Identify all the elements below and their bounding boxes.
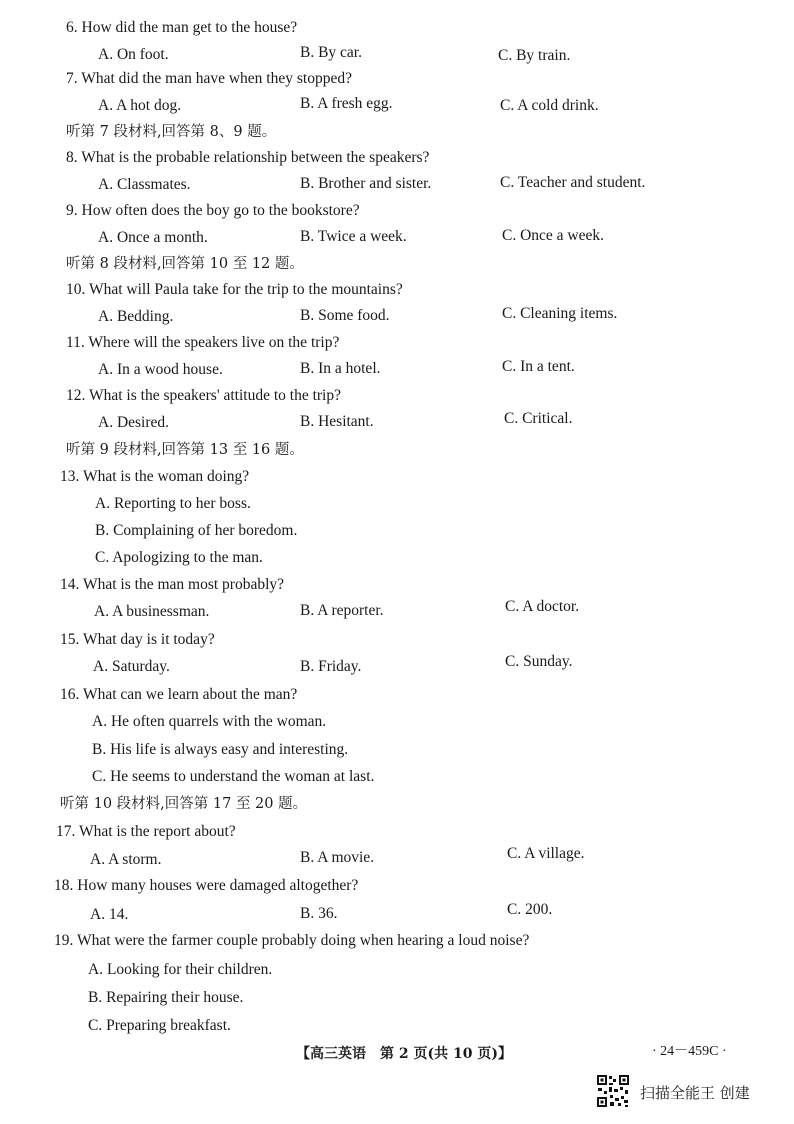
option-c: C. Preparing breakfast. bbox=[88, 1017, 231, 1034]
option-a: A. On foot. bbox=[98, 46, 169, 63]
option-a: A. He often quarrels with the woman. bbox=[92, 713, 327, 730]
option-b: B. A reporter. bbox=[300, 602, 384, 619]
option-b: B. A movie. bbox=[300, 849, 375, 866]
option-b: B. A fresh egg. bbox=[300, 95, 393, 112]
option-b: B. Twice a week. bbox=[300, 228, 407, 245]
option-c: C. A doctor. bbox=[505, 598, 580, 615]
option-b: B. Friday. bbox=[300, 658, 362, 675]
paper-code: · 24－459C · bbox=[652, 1044, 727, 1059]
option-a: A. Saturday. bbox=[93, 658, 170, 675]
option-b: B. Repairing their house. bbox=[88, 989, 244, 1006]
question-10: 10. What will Paula take for the trip to the mountains? bbox=[66, 281, 403, 298]
option-b: B. His life is always easy and interesting. bbox=[92, 741, 349, 758]
qr-code-icon bbox=[596, 1074, 630, 1108]
option-c: C. 200. bbox=[507, 901, 553, 918]
option-c: C. He seems to understand the woman at last. bbox=[92, 768, 375, 785]
option-a: A. 14. bbox=[90, 906, 129, 923]
question-12: 12. What is the speakers' attitude to the trip? bbox=[66, 387, 341, 404]
option-c: C. Sunday. bbox=[505, 653, 573, 670]
option-b: B. By car. bbox=[300, 44, 362, 61]
option-a: A. In a wood house. bbox=[98, 361, 223, 378]
scanner-watermark: 扫描全能王 创建 bbox=[640, 1084, 750, 1102]
section-instruction: 听第 7 段材料,回答第 8、9 题。 bbox=[66, 124, 277, 140]
option-c: C. Apologizing to the man. bbox=[95, 549, 263, 566]
question-15: 15. What day is it today? bbox=[60, 631, 215, 648]
page-footer: 【高三英语 第 2 页(共 10 页)】 bbox=[296, 1046, 512, 1062]
option-c: C. In a tent. bbox=[502, 358, 575, 375]
option-a: A. Reporting to her boss. bbox=[95, 495, 251, 512]
option-a: A. Desired. bbox=[98, 414, 170, 431]
question-6: 6. How did the man get to the house? bbox=[66, 19, 298, 36]
option-c: C. A cold drink. bbox=[500, 97, 599, 114]
option-b: B. 36. bbox=[300, 905, 338, 922]
option-b: B. In a hotel. bbox=[300, 360, 381, 377]
option-a: A. A hot dog. bbox=[98, 97, 182, 114]
option-b: B. Brother and sister. bbox=[300, 175, 432, 192]
question-7: 7. What did the man have when they stopped? bbox=[66, 70, 352, 87]
option-c: C. By train. bbox=[498, 47, 571, 64]
option-a: A. Once a month. bbox=[98, 229, 208, 246]
option-a: A. A businessman. bbox=[94, 603, 210, 620]
option-a: A. Bedding. bbox=[98, 308, 174, 325]
question-8: 8. What is the probable relationship between the speakers? bbox=[66, 149, 430, 166]
question-9: 9. How often does the boy go to the bookstore? bbox=[66, 202, 360, 219]
question-17: 17. What is the report about? bbox=[56, 823, 236, 840]
section-instruction: 听第 9 段材料,回答第 13 至 16 题。 bbox=[66, 442, 304, 458]
question-18: 18. How many houses were damaged altogether? bbox=[54, 877, 359, 894]
section-instruction: 听第 10 段材料,回答第 17 至 20 题。 bbox=[60, 796, 308, 812]
option-c: C. Cleaning items. bbox=[502, 305, 618, 322]
question-16: 16. What can we learn about the man? bbox=[60, 686, 298, 703]
question-19: 19. What were the farmer couple probably doing when hearing a loud noise? bbox=[54, 932, 530, 949]
option-a: A. A storm. bbox=[90, 851, 162, 868]
question-11: 11. Where will the speakers live on the trip? bbox=[66, 334, 340, 351]
option-c: C. Critical. bbox=[504, 410, 573, 427]
option-c: C. A village. bbox=[507, 845, 585, 862]
option-b: B. Hesitant. bbox=[300, 413, 374, 430]
option-a: A. Classmates. bbox=[98, 176, 191, 193]
option-c: C. Once a week. bbox=[502, 227, 604, 244]
question-14: 14. What is the man most probably? bbox=[60, 576, 285, 593]
section-instruction: 听第 8 段材料,回答第 10 至 12 题。 bbox=[66, 256, 304, 272]
option-b: B. Some food. bbox=[300, 307, 390, 324]
question-13: 13. What is the woman doing? bbox=[60, 468, 250, 485]
option-b: B. Complaining of her boredom. bbox=[95, 522, 298, 539]
option-c: C. Teacher and student. bbox=[500, 174, 646, 191]
option-a: A. Looking for their children. bbox=[88, 961, 273, 978]
